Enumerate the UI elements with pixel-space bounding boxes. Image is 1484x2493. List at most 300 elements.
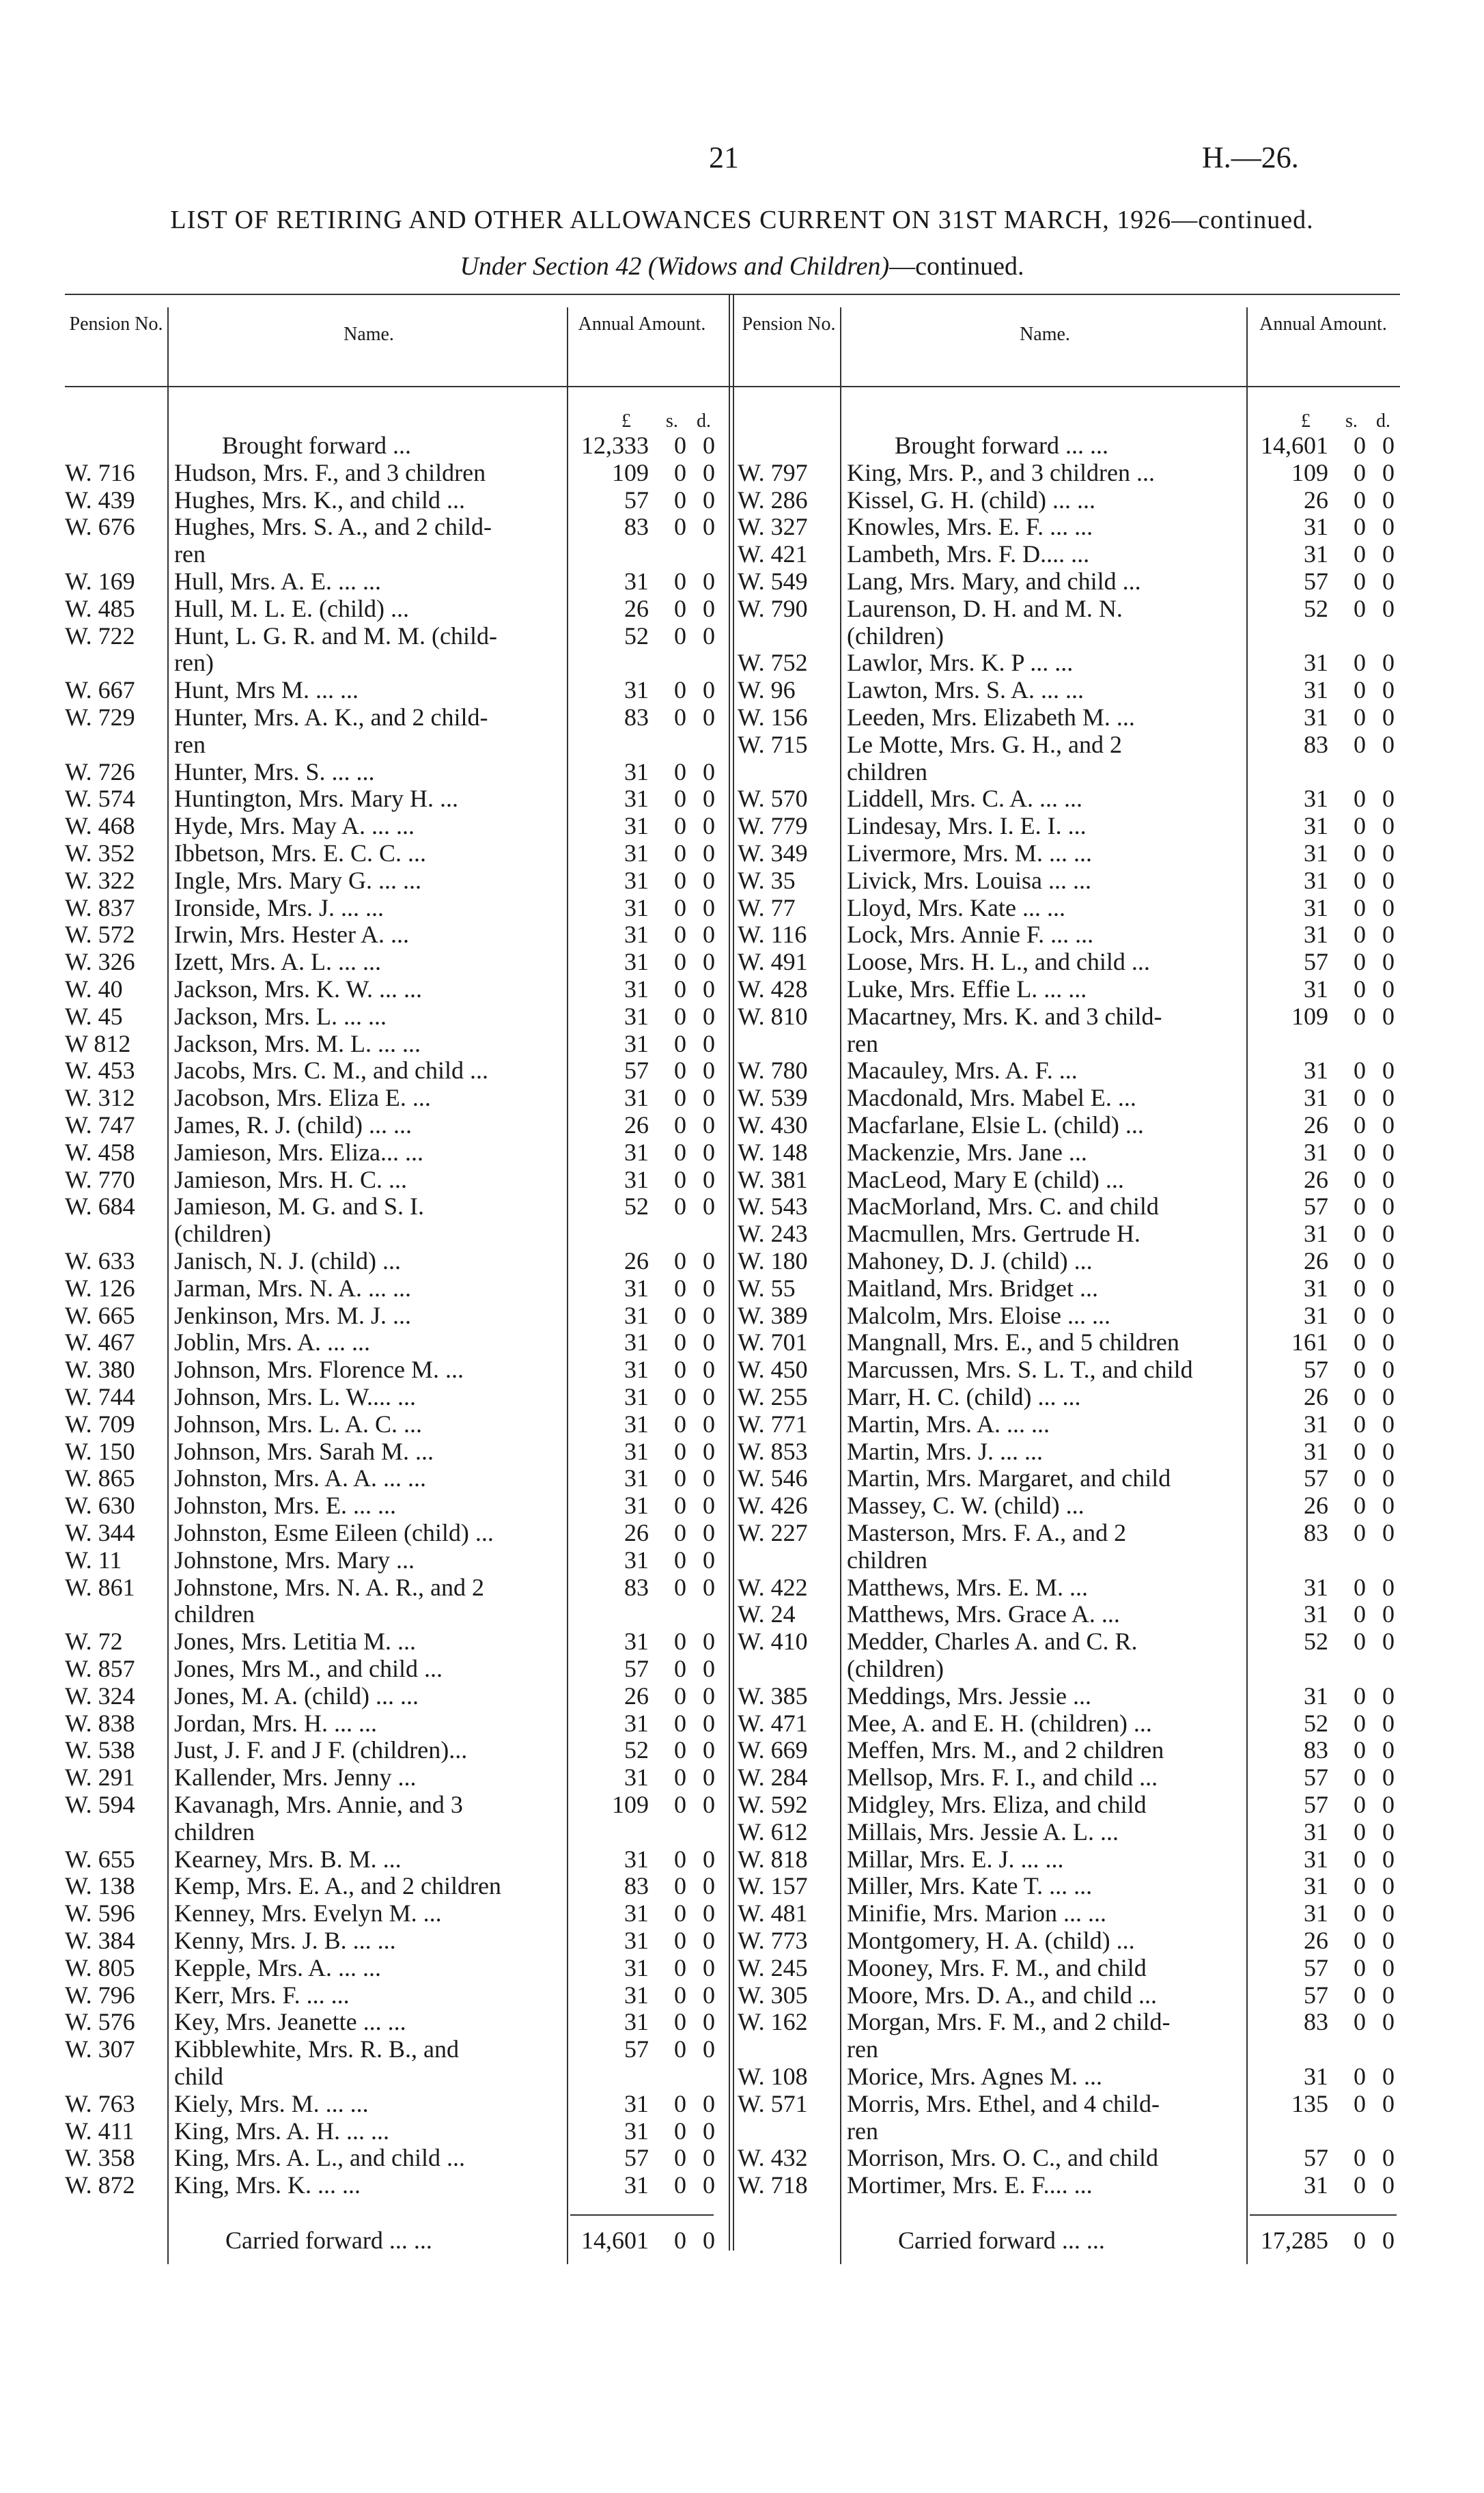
pensioner-name: Laurenson, D. H. and M. N. <box>847 594 1123 622</box>
annual-amount: 31 <box>624 1084 649 1112</box>
pension-number: W. 796 <box>65 1981 135 2009</box>
annual-amount: 0 <box>1382 1437 1395 1465</box>
pensioner-name: Hunt, L. G. R. and M. M. (child- <box>174 622 497 650</box>
annual-amount: 0 <box>1382 1899 1395 1927</box>
left-carried-forward-amount: 0 <box>674 2227 686 2254</box>
annual-amount: 0 <box>703 1138 715 1166</box>
pension-number: W. 389 <box>738 1301 808 1329</box>
pension-number: W. 790 <box>738 594 808 622</box>
annual-amount: 0 <box>1354 1899 1366 1927</box>
annual-amount: 31 <box>1304 1845 1328 1873</box>
annual-amount: 0 <box>703 1927 715 1954</box>
annual-amount: 0 <box>1354 1464 1366 1492</box>
annual-amount: 0 <box>703 622 715 650</box>
annual-amount: 0 <box>703 1546 715 1574</box>
annual-amount: 135 <box>1291 2089 1328 2117</box>
pensioner-name: Kerr, Mrs. F. ... ... <box>174 1981 350 2009</box>
pensioner-name: Ibbetson, Mrs. E. C. C. ... <box>174 839 426 867</box>
annual-amount: 0 <box>703 1573 715 1601</box>
pension-number: W. 630 <box>65 1492 135 1520</box>
pensioner-name-cont: children <box>174 1600 255 1628</box>
subtitle-suffix: —continued. <box>889 252 1024 281</box>
annual-amount: 0 <box>674 948 686 976</box>
pensioner-name: Morris, Mrs. Ethel, and 4 child- <box>847 2089 1160 2117</box>
annual-amount: 0 <box>1382 513 1395 541</box>
annual-amount: 0 <box>674 1002 686 1030</box>
pension-number: W. 715 <box>738 730 808 758</box>
pension-number: W. 227 <box>738 1519 808 1546</box>
page-title: LIST OF RETIRING AND OTHER ALLOWANCES CURRENT ON 31ST MARCH, 1926—continued. <box>170 206 1314 234</box>
pensioner-name: Midgley, Mrs. Eliza, and child <box>847 1791 1147 1818</box>
annual-amount: 0 <box>1354 513 1366 541</box>
pension-number: W. 538 <box>65 1736 135 1764</box>
annual-amount: 83 <box>1304 1736 1328 1764</box>
annual-amount: 0 <box>1382 1872 1395 1900</box>
pension-number: W. 543 <box>738 1193 808 1221</box>
annual-amount: 0 <box>1382 921 1395 949</box>
pension-number: W. 665 <box>65 1301 135 1329</box>
pensioner-name: Lloyd, Mrs. Kate ... ... <box>847 893 1065 921</box>
annual-amount: 83 <box>624 513 649 541</box>
annual-amount: 0 <box>1354 1410 1366 1438</box>
annual-amount: 31 <box>624 893 649 921</box>
pensioner-name: Izett, Mrs. A. L. ... ... <box>174 948 381 976</box>
annual-amount: 0 <box>1382 594 1395 622</box>
annual-amount: 0 <box>703 757 715 785</box>
pension-number: W. 156 <box>738 704 808 731</box>
annual-amount: 0 <box>703 1492 715 1520</box>
annual-amount: 0 <box>674 757 686 785</box>
pension-number: W. 312 <box>65 1084 135 1112</box>
annual-amount: 31 <box>1304 921 1328 949</box>
annual-amount: 109 <box>1291 458 1328 486</box>
pensioner-name: Johnson, Mrs. Florence M. ... <box>174 1356 464 1384</box>
pensioner-name: Hunt, Mrs M. ... ... <box>174 676 359 704</box>
annual-amount: 0 <box>1354 704 1366 731</box>
annual-amount: 26 <box>1304 1383 1328 1410</box>
annual-amount: 31 <box>1304 866 1328 894</box>
annual-amount: 31 <box>624 1981 649 2009</box>
pension-number: W. 468 <box>65 812 135 840</box>
annual-amount: 31 <box>1304 513 1328 541</box>
annual-amount: 0 <box>1382 1193 1395 1221</box>
pension-number: W. 411 <box>65 2117 135 2145</box>
pension-number: W. 322 <box>65 866 135 894</box>
pension-number: W. 780 <box>738 1057 808 1085</box>
pension-number: W. 684 <box>65 1193 135 1221</box>
pensioner-name: Johnstone, Mrs. Mary ... <box>174 1546 415 1574</box>
annual-amount: 31 <box>1304 975 1328 1003</box>
pensioner-name: Huntington, Mrs. Mary H. ... <box>174 785 458 813</box>
pensioner-name-cont: children <box>174 1817 255 1846</box>
left-name-amount-divider <box>567 307 568 2264</box>
pensioner-name: Knowles, Mrs. E. F. ... ... <box>847 513 1093 541</box>
annual-amount: 109 <box>1291 1002 1328 1030</box>
pensioner-name: Livermore, Mrs. M. ... ... <box>847 839 1092 867</box>
left-carried-forward-amount: 14,601 <box>581 2227 649 2254</box>
annual-amount: 0 <box>674 704 686 731</box>
annual-amount: 0 <box>1382 1845 1395 1873</box>
annual-amount: 0 <box>1382 649 1395 677</box>
pensioner-name: Jones, Mrs. Letitia M. ... <box>174 1628 416 1656</box>
annual-amount: 31 <box>624 948 649 976</box>
pensioner-name-cont: children <box>847 757 927 785</box>
annual-amount: 0 <box>1382 1165 1395 1193</box>
annual-amount: 0 <box>1382 568 1395 595</box>
annual-amount: 0 <box>1354 1328 1366 1356</box>
annual-amount: 0 <box>674 1953 686 1981</box>
pension-number: W. 571 <box>738 2089 808 2117</box>
pension-number: W. 384 <box>65 1927 135 1954</box>
annual-amount: 0 <box>703 785 715 813</box>
annual-amount: 0 <box>1382 839 1395 867</box>
annual-amount: 0 <box>674 2008 686 2036</box>
annual-amount: 0 <box>674 1301 686 1329</box>
pensioner-name: Johnstone, Mrs. N. A. R., and 2 <box>174 1573 485 1601</box>
pensioner-name: Janisch, N. J. (child) ... <box>174 1247 401 1275</box>
annual-amount: 26 <box>1304 1492 1328 1520</box>
annual-amount: 0 <box>674 1981 686 2009</box>
annual-amount: 0 <box>1382 2144 1395 2172</box>
pension-number: W. 358 <box>65 2144 135 2172</box>
annual-amount: 0 <box>1382 1736 1395 1764</box>
right-carried-forward-amount: 0 <box>1354 2227 1366 2254</box>
annual-amount: 0 <box>1382 1981 1395 2009</box>
annual-amount: 31 <box>624 1927 649 1954</box>
pensioner-name: Hunter, Mrs. A. K., and 2 child- <box>174 704 488 731</box>
annual-amount: 0 <box>1354 486 1366 514</box>
annual-amount: 26 <box>624 1111 649 1139</box>
pensioner-name: Martin, Mrs. A. ... ... <box>847 1410 1050 1438</box>
pensioner-name-cont: ren) <box>174 649 214 677</box>
annual-amount: 0 <box>703 1274 715 1302</box>
pension-number: W. 284 <box>738 1764 808 1792</box>
pensioner-name: Meffen, Mrs. M., and 2 children <box>847 1736 1164 1764</box>
pension-number: W. 491 <box>738 948 808 976</box>
annual-amount: 26 <box>1304 1247 1328 1275</box>
annual-amount: 0 <box>703 839 715 867</box>
right-brought-forward-amount: 0 <box>1382 432 1395 459</box>
annual-amount: 0 <box>674 1899 686 1927</box>
annual-amount: 0 <box>703 1628 715 1656</box>
annual-amount: 31 <box>624 866 649 894</box>
pension-number: W. 471 <box>738 1709 808 1737</box>
pension-number: W. 116 <box>738 921 807 949</box>
annual-amount: 0 <box>703 1791 715 1818</box>
annual-amount: 0 <box>1382 1057 1395 1085</box>
pensioner-name: King, Mrs. P., and 3 children ... <box>847 458 1155 486</box>
annual-amount: 0 <box>674 1138 686 1166</box>
pension-number: W. 428 <box>738 975 808 1003</box>
pension-number: W. 667 <box>65 676 135 704</box>
pension-number: W. 872 <box>65 2171 135 2199</box>
pensioner-name: Kibblewhite, Mrs. R. B., and <box>174 2035 459 2063</box>
annual-amount: 31 <box>1304 839 1328 867</box>
annual-amount: 0 <box>1354 458 1366 486</box>
pensioner-name: Macdonald, Mrs. Mabel E. ... <box>847 1084 1136 1112</box>
annual-amount: 0 <box>1354 1927 1366 1954</box>
annual-amount: 31 <box>624 1274 649 1302</box>
pensioner-name: Irwin, Mrs. Hester A. ... <box>174 921 409 949</box>
annual-amount: 31 <box>1304 1301 1328 1329</box>
left-total-rule <box>570 2214 714 2216</box>
annual-amount: 0 <box>1354 1736 1366 1764</box>
header-annual-amount: Annual Amount. <box>1259 314 1387 335</box>
annual-amount: 31 <box>1304 676 1328 704</box>
annual-amount: 0 <box>674 1410 686 1438</box>
pension-number: W. 349 <box>738 839 808 867</box>
pension-number: W. 157 <box>738 1872 808 1900</box>
pension-number: W. 11 <box>65 1546 122 1574</box>
annual-amount: 109 <box>612 1791 649 1818</box>
pension-number: W. 169 <box>65 568 135 595</box>
annual-amount: 31 <box>624 1356 649 1384</box>
annual-amount: 31 <box>1304 893 1328 921</box>
right-total-rule <box>1250 2214 1397 2216</box>
pensioner-name: Martin, Mrs. J. ... ... <box>847 1437 1043 1465</box>
pension-number: W. 805 <box>65 1953 135 1981</box>
pensioner-name: Mee, A. and E. H. (children) ... <box>847 1709 1152 1737</box>
pension-number: W. 810 <box>738 1002 808 1030</box>
pension-number: W. 729 <box>65 704 135 731</box>
annual-amount: 0 <box>703 2035 715 2063</box>
annual-amount: 0 <box>1382 1953 1395 1981</box>
currency-unit-0: £ <box>621 410 631 432</box>
annual-amount: 57 <box>1304 568 1328 595</box>
annual-amount: 0 <box>1382 2063 1395 2090</box>
annual-amount: 26 <box>1304 1111 1328 1139</box>
annual-amount: 0 <box>1382 1247 1395 1275</box>
pension-number: W. 35 <box>738 866 796 894</box>
pension-number: W. 718 <box>738 2171 808 2199</box>
pensioner-name-cont: (children) <box>847 622 944 650</box>
annual-amount: 0 <box>1354 2063 1366 2090</box>
subtitle-main: Under Section 42 (Widows and Children) <box>460 252 890 281</box>
pensioner-name: Hull, Mrs. A. E. ... ... <box>174 568 382 595</box>
annual-amount: 0 <box>703 704 715 731</box>
right-no-name-divider <box>840 307 841 2264</box>
annual-amount: 0 <box>703 1029 715 1057</box>
annual-amount: 0 <box>674 594 686 622</box>
annual-amount: 31 <box>624 1328 649 1356</box>
pensioner-name: Kallender, Mrs. Jenny ... <box>174 1764 417 1792</box>
annual-amount: 0 <box>703 458 715 486</box>
pensioner-name: Jacobs, Mrs. C. M., and child ... <box>174 1057 488 1085</box>
annual-amount: 0 <box>703 1682 715 1710</box>
annual-amount: 0 <box>1354 1573 1366 1601</box>
pensioner-name: Joblin, Mrs. A. ... ... <box>174 1328 371 1356</box>
pension-number: W. 286 <box>738 486 808 514</box>
pension-number: W. 385 <box>738 1682 808 1710</box>
pensioner-name: Marcussen, Mrs. S. L. T., and child <box>847 1356 1193 1384</box>
pension-number: W. 752 <box>738 649 808 677</box>
annual-amount: 26 <box>624 1682 649 1710</box>
annual-amount: 0 <box>674 486 686 514</box>
pension-number: W. 857 <box>65 1655 135 1682</box>
pensioner-name: Hughes, Mrs. K., and child ... <box>174 486 465 514</box>
annual-amount: 0 <box>703 1410 715 1438</box>
pension-number: W. 633 <box>65 1247 135 1275</box>
pensioner-name: Matthews, Mrs. E. M. ... <box>847 1573 1088 1601</box>
document-code: H.—26. <box>1202 141 1299 174</box>
annual-amount: 0 <box>1354 893 1366 921</box>
pension-number: W. 422 <box>738 1573 808 1601</box>
annual-amount: 0 <box>1382 486 1395 514</box>
right-carried-forward-label: Carried forward ... ... <box>898 2227 1105 2254</box>
annual-amount: 0 <box>1382 1002 1395 1030</box>
annual-amount: 0 <box>1382 866 1395 894</box>
annual-amount: 0 <box>674 1274 686 1302</box>
pension-number: W. 421 <box>738 540 808 568</box>
annual-amount: 0 <box>674 1057 686 1085</box>
pension-number: W. 307 <box>65 2035 135 2063</box>
pension-number: W. 162 <box>738 2008 808 2036</box>
right-carried-forward-amount: 0 <box>1382 2227 1395 2254</box>
annual-amount: 31 <box>624 1165 649 1193</box>
pensioner-name-cont: child <box>174 2063 223 2090</box>
annual-amount: 0 <box>674 1655 686 1682</box>
pensioner-name: Lawlor, Mrs. K. P ... ... <box>847 649 1074 677</box>
annual-amount: 0 <box>674 2171 686 2199</box>
pension-number: W. 592 <box>738 1791 808 1818</box>
pension-number: W. 779 <box>738 812 808 840</box>
pensioner-name: Miller, Mrs. Kate T. ... ... <box>847 1872 1093 1900</box>
pensioner-name: Mangnall, Mrs. E., and 5 children <box>847 1328 1179 1356</box>
pension-number: W. 410 <box>738 1628 808 1656</box>
pensioner-name-cont: (children) <box>174 1220 271 1248</box>
annual-amount: 0 <box>1382 1600 1395 1628</box>
pensioner-name: Meddings, Mrs. Jessie ... <box>847 1682 1091 1710</box>
pension-number: W. 722 <box>65 622 135 650</box>
pensioner-name: Jordan, Mrs. H. ... ... <box>174 1709 377 1737</box>
annual-amount: 52 <box>624 622 649 650</box>
pensioner-name: Marr, H. C. (child) ... ... <box>847 1383 1081 1410</box>
annual-amount: 31 <box>624 839 649 867</box>
annual-amount: 0 <box>703 1383 715 1410</box>
annual-amount: 31 <box>624 2171 649 2199</box>
annual-amount: 31 <box>1304 812 1328 840</box>
pensioner-name: Johnston, Esme Eileen (child) ... <box>174 1519 494 1546</box>
annual-amount: 0 <box>1382 1383 1395 1410</box>
annual-amount: 0 <box>703 1872 715 1900</box>
annual-amount: 0 <box>703 1301 715 1329</box>
pensioner-name: Johnson, Mrs. Sarah M. ... <box>174 1437 434 1465</box>
annual-amount: 0 <box>674 1573 686 1601</box>
annual-amount: 0 <box>703 1953 715 1981</box>
annual-amount: 31 <box>624 812 649 840</box>
annual-amount: 0 <box>1354 1220 1366 1248</box>
annual-amount: 31 <box>624 1029 649 1057</box>
pensioner-name: Mahoney, D. J. (child) ... <box>847 1247 1093 1275</box>
annual-amount: 31 <box>1304 540 1328 568</box>
pensioner-name: Jackson, Mrs. M. L. ... ... <box>174 1029 421 1057</box>
annual-amount: 0 <box>1382 1927 1395 1954</box>
annual-amount: 0 <box>1354 568 1366 595</box>
pensioner-name: Jamieson, M. G. and S. I. <box>174 1193 424 1221</box>
pensioner-name: Johnson, Mrs. L. W.... ... <box>174 1383 417 1410</box>
pension-number: W. 327 <box>738 513 808 541</box>
annual-amount: 26 <box>624 594 649 622</box>
pension-number: W. 485 <box>65 594 135 622</box>
annual-amount: 0 <box>674 785 686 813</box>
pension-number: W. 669 <box>738 1736 808 1764</box>
annual-amount: 0 <box>1354 594 1366 622</box>
annual-amount: 0 <box>1382 1492 1395 1520</box>
pension-number: W. 380 <box>65 1356 135 1384</box>
annual-amount: 31 <box>1304 649 1328 677</box>
pension-number: W. 716 <box>65 458 135 486</box>
annual-amount: 0 <box>703 676 715 704</box>
annual-amount: 0 <box>1354 1628 1366 1656</box>
right-brought-forward-amount: 0 <box>1354 432 1366 459</box>
annual-amount: 31 <box>624 1301 649 1329</box>
annual-amount: 0 <box>1382 540 1395 568</box>
annual-amount: 0 <box>1382 1519 1395 1546</box>
left-brought-forward-label: Brought forward ... <box>222 432 411 459</box>
annual-amount: 0 <box>674 458 686 486</box>
pension-number: W. 838 <box>65 1709 135 1737</box>
annual-amount: 0 <box>1354 1981 1366 2009</box>
annual-amount: 0 <box>1354 1709 1366 1737</box>
annual-amount: 0 <box>1354 1437 1366 1465</box>
annual-amount: 31 <box>624 1138 649 1166</box>
annual-amount: 31 <box>624 1845 649 1873</box>
left-carried-forward-amount: 0 <box>703 2227 715 2254</box>
annual-amount: 31 <box>1304 1084 1328 1112</box>
annual-amount: 0 <box>674 676 686 704</box>
annual-amount: 31 <box>624 1628 649 1656</box>
annual-amount: 26 <box>1304 1927 1328 1954</box>
annual-amount: 0 <box>703 1193 715 1221</box>
pensioner-name: Jacobson, Mrs. Eliza E. ... <box>174 1084 431 1112</box>
annual-amount: 31 <box>624 1546 649 1574</box>
pension-number: W. 255 <box>738 1383 808 1410</box>
pension-number: W. 701 <box>738 1328 808 1356</box>
annual-amount: 0 <box>1382 1301 1395 1329</box>
pensioner-name: Massey, C. W. (child) ... <box>847 1492 1084 1520</box>
right-carried-forward-amount: 17,285 <box>1261 2227 1328 2254</box>
left-brought-forward-amount: 0 <box>703 432 715 459</box>
annual-amount: 0 <box>674 2089 686 2117</box>
annual-amount: 83 <box>624 1872 649 1900</box>
annual-amount: 0 <box>674 1464 686 1492</box>
pensioner-name: Lawton, Mrs. S. A. ... ... <box>847 676 1084 704</box>
annual-amount: 0 <box>1354 866 1366 894</box>
annual-amount: 26 <box>624 1519 649 1546</box>
annual-amount: 26 <box>1304 486 1328 514</box>
left-no-name-divider <box>167 307 169 2264</box>
annual-amount: 0 <box>674 1437 686 1465</box>
page-subtitle <box>0 251 1484 281</box>
pensioner-name: Kiely, Mrs. M. ... ... <box>174 2089 369 2117</box>
annual-amount: 0 <box>1354 2089 1366 2117</box>
annual-amount: 0 <box>1382 1791 1395 1818</box>
annual-amount: 31 <box>624 1410 649 1438</box>
annual-amount: 0 <box>703 568 715 595</box>
annual-amount: 57 <box>1304 948 1328 976</box>
annual-amount: 0 <box>703 1899 715 1927</box>
pension-number: W. 853 <box>738 1437 808 1465</box>
pension-number: W. 612 <box>738 1817 808 1846</box>
annual-amount: 0 <box>1354 1845 1366 1873</box>
annual-amount: 0 <box>1382 1464 1395 1492</box>
pension-number: W. 148 <box>738 1138 808 1166</box>
annual-amount: 0 <box>674 839 686 867</box>
annual-amount: 31 <box>1304 1682 1328 1710</box>
annual-amount: 0 <box>1354 975 1366 1003</box>
annual-amount: 0 <box>703 1464 715 1492</box>
annual-amount: 109 <box>612 458 649 486</box>
